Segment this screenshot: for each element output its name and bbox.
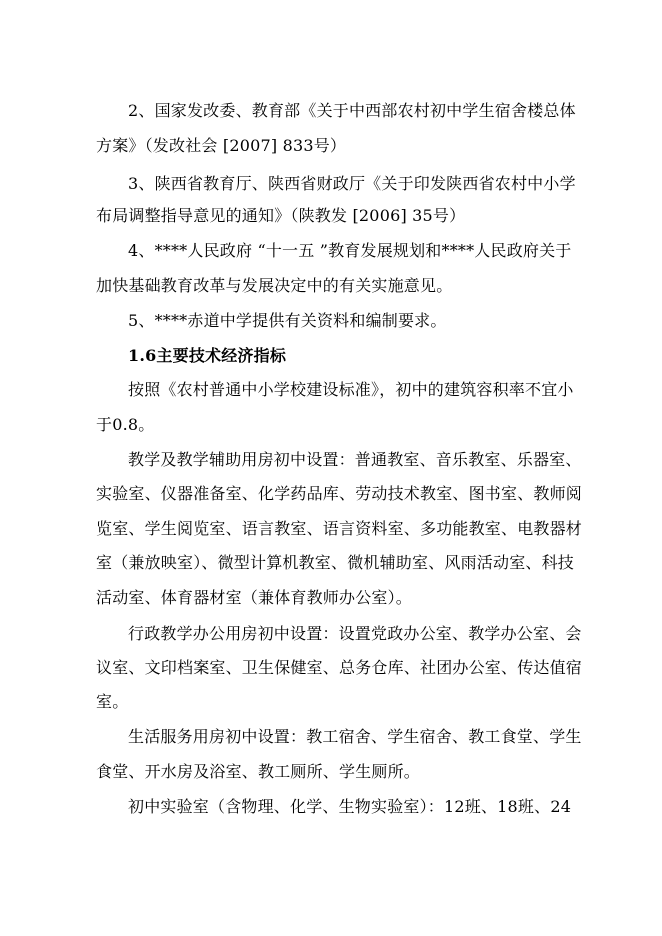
- paragraph-4-line-1: 生活服务用房初中设置：教工宿舍、学生宿舍、教工食堂、学生: [128, 727, 582, 746]
- paragraph-3-line-1: 行政教学办公用房初中设置：设置党政办公室、教学办公室、会: [128, 624, 582, 643]
- paragraph-1-line-2: 于0.8。: [96, 415, 155, 434]
- ref-item-4-line-2: 加快基础教育改革与发展决定中的有关实施意见。: [96, 276, 453, 295]
- ref-item-2-line-2: 方案》（发改社会 [2007] 833号）: [96, 136, 347, 155]
- ref-item-4-line-1: 4、****人民政府 “十一五 ”教育发展规划和****人民政府关于: [128, 241, 572, 260]
- paragraph-4-line-2: 食堂、开水房及浴室、教工厕所、学生厕所。: [96, 762, 421, 781]
- ref-item-2-line-1: 2、国家发改委、教育部《关于中西部农村初中学生宿舍楼总体: [128, 101, 576, 120]
- paragraph-2-line-4: 室（兼放映室）、微型计算机教室、微机辅助室、风雨活动室、科技: [96, 553, 575, 572]
- ref-item-3-line-2: 布局调整指导意见的通知》（陕教发 [2006] 35号）: [96, 206, 466, 225]
- paragraph-3-line-3: 室。: [96, 692, 129, 711]
- ref-item-3-line-1: 3、陕西省教育厅、陕西省财政厅《关于印发陕西省农村中小学: [128, 174, 576, 193]
- paragraph-1-line-1: 按照《农村普通中小学校建设标准》，初中的建筑容积率不宜小: [128, 380, 574, 399]
- paragraph-2-line-1: 教学及教学辅助用房初中设置：普通教室、音乐教室、乐器室、: [128, 450, 582, 469]
- paragraph-5-line-1: 初中实验室（含物理、化学、生物实验室）：12班、18班、24: [128, 797, 572, 816]
- ref-item-5-line-1: 5、****赤道中学提供有关资料和编制要求。: [128, 311, 447, 330]
- paragraph-2-line-3: 览室、学生阅览室、语言教室、语言资料室、多功能教室、电教器材: [96, 519, 583, 538]
- paragraph-2-line-2: 实验室、仪器准备室、化学药品库、劳动技术教室、图书室、教师阅: [96, 484, 583, 503]
- paragraph-2-line-5: 活动室、体育器材室（兼体育教师办公室）。: [96, 588, 413, 607]
- paragraph-3-line-2: 议室、文印档案室、卫生保健室、总务仓库、社团办公室、传达值宿: [96, 658, 583, 677]
- section-heading-1-6: 1.6主要技术经济指标: [128, 346, 287, 365]
